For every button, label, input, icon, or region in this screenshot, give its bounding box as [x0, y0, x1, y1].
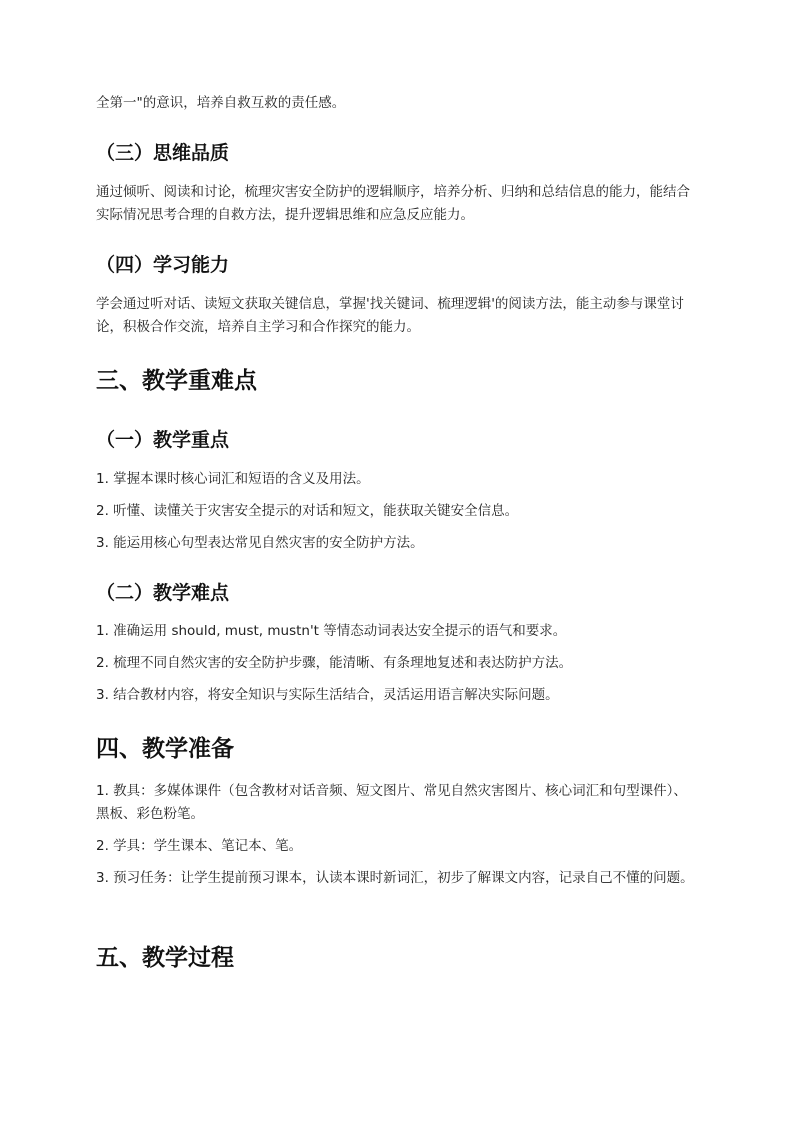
key-point-item: 1. 掌握本课时核心词汇和短语的含义及用法。 [96, 471, 370, 487]
preparation-item: 3. 预习任务：让学生提前预习课本，认读本课时新词汇，初步了解课文内容，记录自己不懂的问题。 [96, 870, 694, 886]
preparation-item: 2. 学具：学生课本、笔记本、笔。 [96, 838, 303, 854]
section-heading-preparation: 四、教学准备 [96, 736, 234, 762]
learning-ability-paragraph: 学会通过听对话、读短文获取关键信息，掌握'找关键词、梳理逻辑'的阅读方法，能主动参与课堂讨论，积极合作交流，培养自主学习和合作探究的能力。 [96, 296, 684, 335]
heading-learning-ability: （四）学习能力 [96, 254, 230, 276]
difficult-point-item: 2. 梳理不同自然灾害的安全防护步骤，能清晰、有条理地复述和表达防护方法。 [96, 655, 573, 671]
section-heading-key-difficult: 三、教学重难点 [96, 368, 257, 394]
difficult-point-item: 3. 结合教材内容，将安全知识与实际生活结合，灵活运用语言解决实际问题。 [96, 687, 559, 703]
heading-thinking-quality: （三）思维品质 [96, 142, 230, 164]
heading-teaching-key: （一）教学重点 [96, 429, 230, 451]
heading-teaching-difficult: （二）教学难点 [96, 582, 230, 604]
key-point-item: 3. 能运用核心句型表达常见自然灾害的安全防护方法。 [96, 535, 424, 551]
section-heading-process: 五、教学过程 [96, 945, 234, 971]
intro-tail-paragraph: 全第一"的意识，培养自救互救的责任感。 [96, 95, 346, 111]
key-point-item: 2. 听懂、读懂关于灾害安全提示的对话和短文，能获取关键安全信息。 [96, 503, 519, 519]
difficult-point-item: 1. 准确运用 should, must, mustn't 等情态动词表达安全提示的语气和要求。 [96, 623, 567, 639]
thinking-quality-paragraph: 通过倾听、阅读和讨论，梳理灾害安全防护的逻辑顺序，培养分析、归纳和总结信息的能力，能结合实际情况思考合理的自救方法，提升逻辑思维和应急反应能力。 [96, 184, 690, 223]
preparation-item: 1. 教具：多媒体课件（包含教材对话音频、短文图片、常见自然灾害图片、核心词汇和句型课件）、黑板、彩色粉笔。 [96, 783, 687, 822]
